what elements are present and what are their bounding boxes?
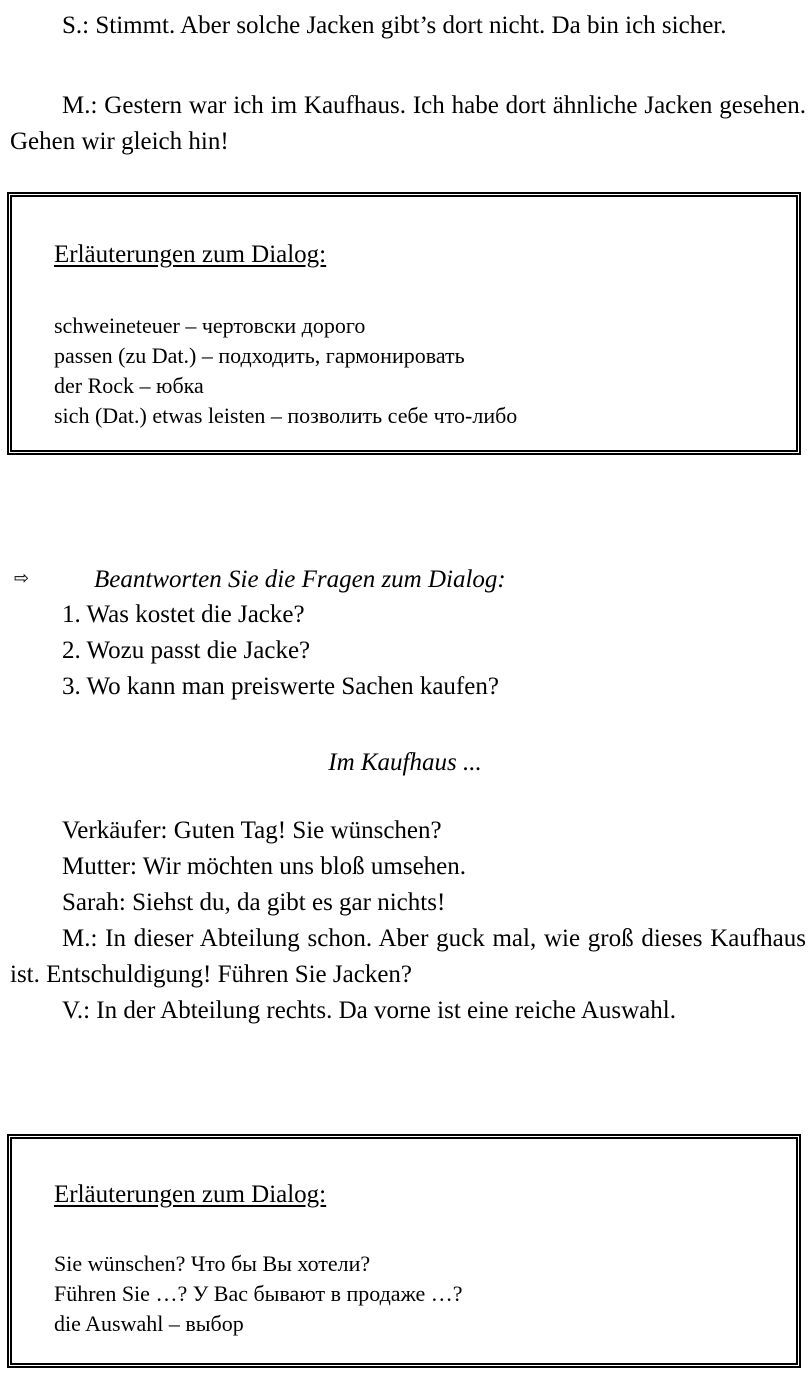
glossary-title: Erläuterungen zum Dialog: — [54, 1181, 327, 1208]
dialog-line-mutter-2: M.: In dieser Abteilung schon. Aber guck mal, wie groß dieses Kaufhaus ist. Entschuldigung! Führen Sie Jacken? — [10, 925, 806, 988]
dialog-line-verkaeufer: Verkäufer: Guten Tag! Sie wünschen? — [62, 817, 442, 844]
glossary-list — [54, 1249, 463, 1339]
glossary-item: Sie wünschen? Что бы Вы хотели? — [54, 1251, 371, 1276]
glossary-item: Führen Sie …? У Вас бывают в продаже …? — [54, 1281, 463, 1306]
glossary-item: die Auswahl – выбор — [54, 1311, 244, 1336]
hollow-right-arrow-icon: ⇨ — [14, 568, 30, 589]
question-list — [62, 597, 499, 705]
question-item: 3. Wo kann man preiswerte Sachen kaufen? — [62, 673, 499, 700]
glossary-item: schweineteuer – чертовски дорого — [54, 313, 366, 338]
question-item: 2. Wozu passt die Jacke? — [62, 637, 311, 664]
glossary-box-1 — [10, 195, 798, 452]
glossary-item: sich (Dat.) etwas leisten – позволить себе что-либо — [54, 403, 518, 428]
glossary-title: Erläuterungen zum Dialog: — [54, 241, 327, 268]
dialog-line-mutter: M.: Gestern war ich im Kaufhaus. Ich habe dort ähnliche Jacken gesehen. Gehen wir gleich hin! — [10, 92, 806, 155]
glossary-list — [54, 311, 517, 431]
dialog-line-verkaeufer-2: V.: In der Abteilung rechts. Da vorne ist eine reiche Auswahl. — [62, 997, 676, 1024]
task-prompt: Beantworten Sie die Fragen zum Dialog: — [94, 566, 506, 593]
question-item: 1. Was kostet die Jacke? — [62, 601, 305, 628]
glossary-box-2 — [10, 1137, 798, 1365]
glossary-item: der Rock – юбка — [54, 373, 204, 398]
dialog-line-mutter: Mutter: Wir möchten uns bloß umsehen. — [62, 853, 467, 880]
section-heading: Im Kaufhaus ... — [328, 749, 482, 776]
glossary-item: passen (zu Dat.) – подходить, гармонировать — [54, 343, 465, 368]
task-instruction — [14, 561, 506, 598]
dialog-line-sarah: Sarah: Siehst du, da gibt es gar nichts! — [62, 889, 446, 916]
dialog-line-sarah: S.: Stimmt. Aber solche Jacken gibt’s dort nicht. Da bin ich sicher. — [62, 12, 727, 39]
